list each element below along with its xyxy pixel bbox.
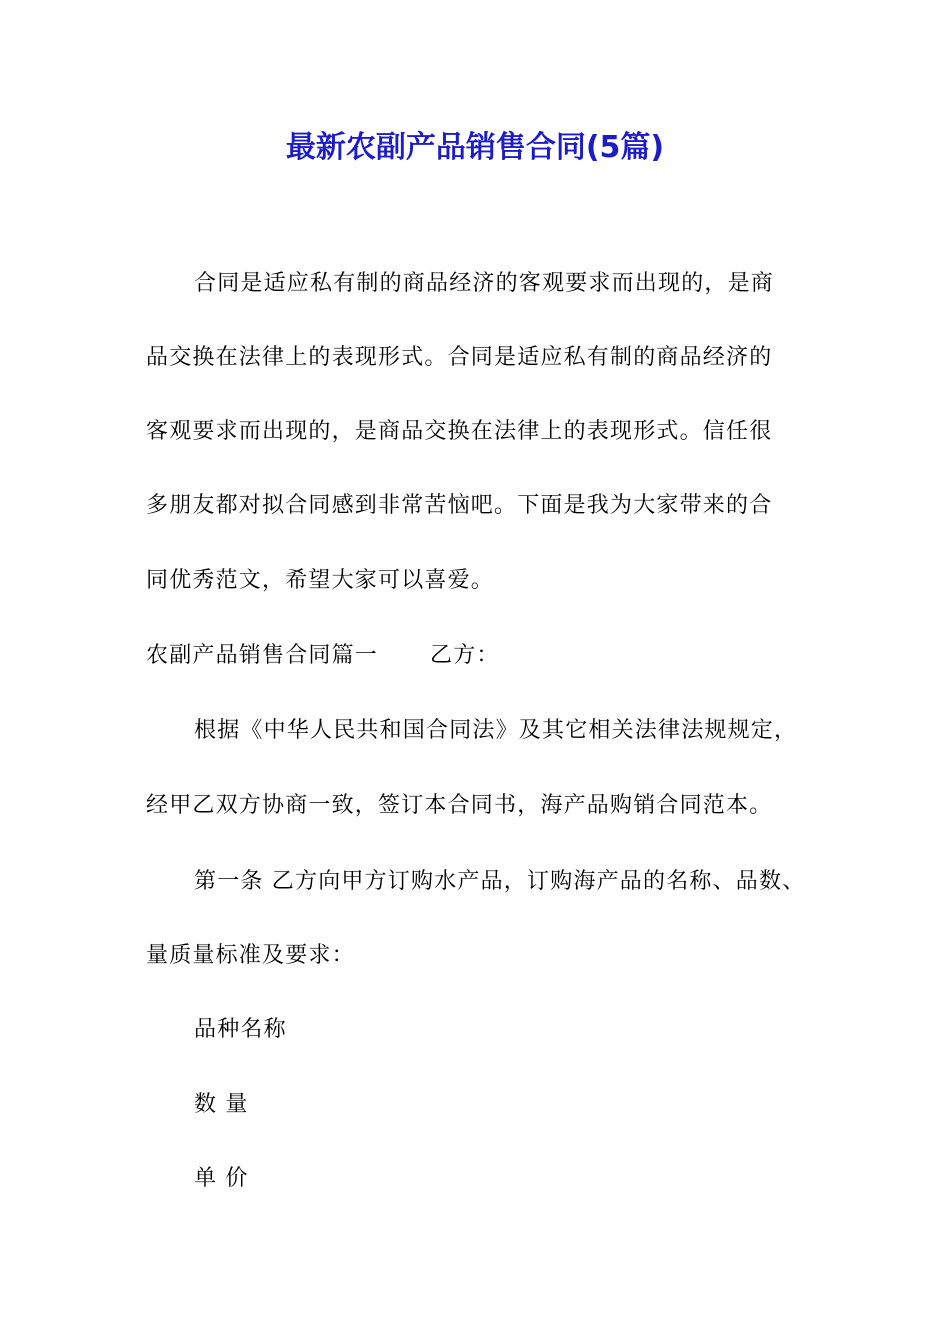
basis-line-2: 经甲乙双方协商一致，签订本合同书，海产品购销合同范本。 bbox=[146, 793, 773, 818]
intro-line-3: 客观要求而出现的，是商品交换在法律上的表现形式。信任很 bbox=[146, 419, 773, 444]
intro-line-1: 合同是适应私有制的商品经济的客观要求而出现的，是商 bbox=[194, 271, 775, 296]
section-heading: 农副产品销售合同篇一 bbox=[146, 643, 379, 668]
field-product-name: 品种名称 bbox=[194, 1017, 287, 1042]
party-b-label: 乙方： bbox=[430, 643, 500, 668]
section-heading-line bbox=[146, 640, 500, 672]
field-unit-price: 单 价 bbox=[194, 1166, 249, 1191]
intro-line-2: 品交换在法律上的表现形式。合同是适应私有制的商品经济的 bbox=[146, 345, 773, 370]
article1-line-2: 量质量标准及要求： bbox=[146, 943, 355, 968]
intro-line-5: 同优秀范文，希望大家可以喜爱。 bbox=[146, 568, 495, 593]
intro-line-4: 多朋友都对拟合同感到非常苦恼吧。下面是我为大家带来的合 bbox=[146, 493, 773, 518]
field-quantity: 数 量 bbox=[194, 1092, 249, 1117]
basis-line-1: 根据《中华人民共和国合同法》及其它相关法律法规规定， bbox=[194, 718, 798, 743]
document-title: 最新农副产品销售合同(5篇) bbox=[285, 130, 665, 165]
article1-line-1: 第一条 乙方向甲方订购水产品，订购海产品的名称、品数、 bbox=[194, 869, 806, 894]
